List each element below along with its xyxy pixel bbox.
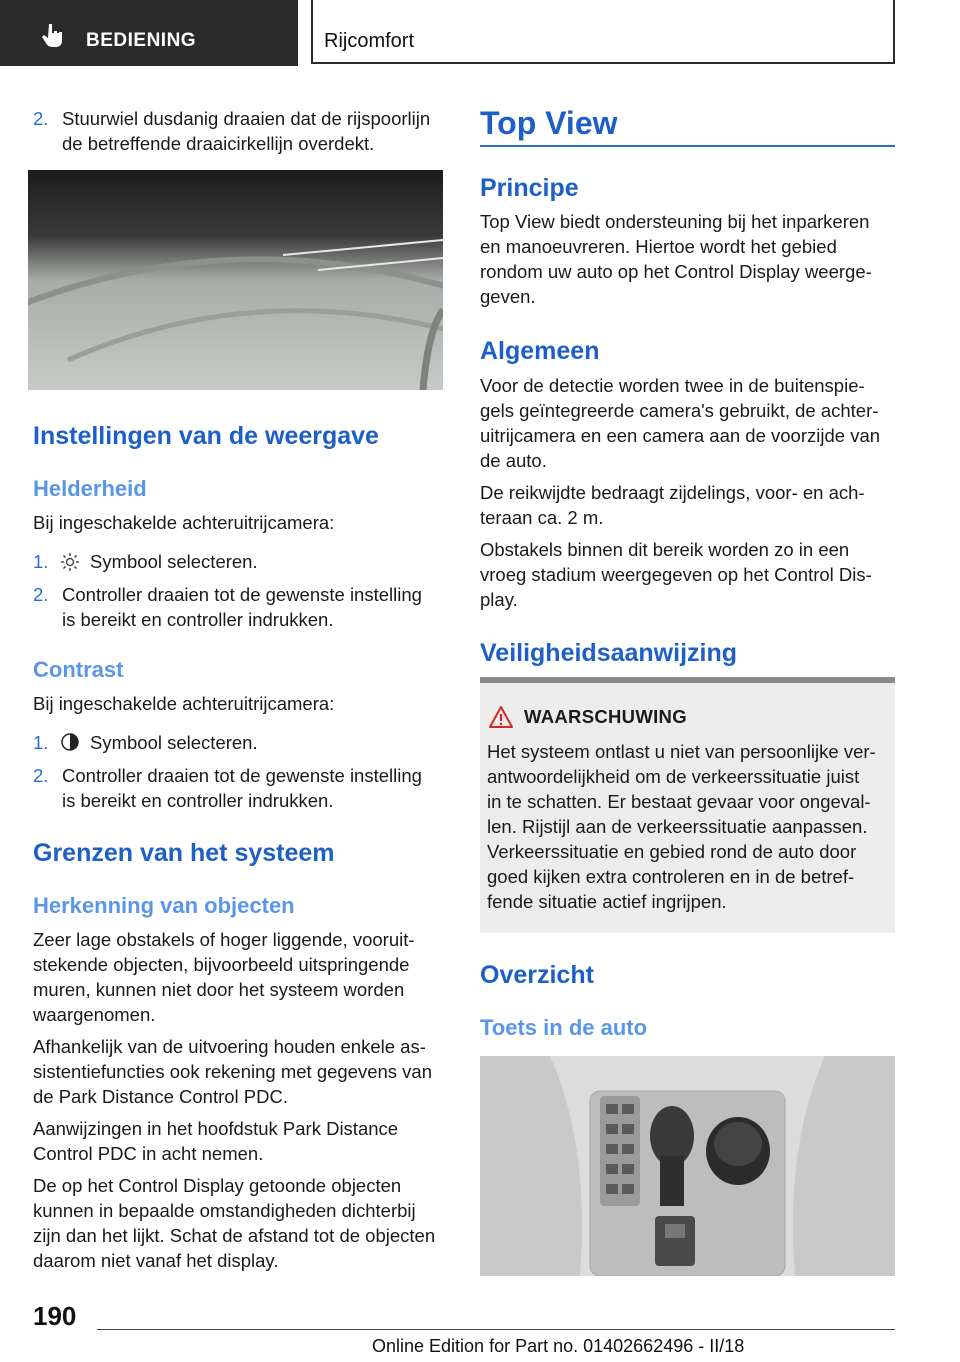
paragraph-line: De reikwijdte bedraagt zijdelings, voor- en ach- xyxy=(480,482,865,503)
warning-line: goed kijken extra controleren en in de betref- xyxy=(487,866,855,887)
subheading-principe: Principe xyxy=(480,174,579,202)
warning-line: fende situatie actief ingrijpen. xyxy=(487,891,727,912)
paragraph-line: uitrijcamera en een camera aan de voorzijde van xyxy=(480,425,881,446)
section-heading-overzicht: Overzicht xyxy=(480,961,594,989)
page-number: 190 xyxy=(33,1301,77,1331)
subheading-helderheid: Helderheid xyxy=(33,476,147,501)
paragraph-line: gels geïntegreerde camera's gebruikt, de achter- xyxy=(480,400,879,421)
subheading-algemeen: Algemeen xyxy=(480,337,600,365)
rear-camera-display-image xyxy=(28,170,443,390)
paragraph-line: daarom niet vanaf het display. xyxy=(33,1250,279,1271)
brightness-icon xyxy=(60,552,80,572)
paragraph-line: play. xyxy=(480,589,518,610)
step-number: 1. xyxy=(33,732,49,753)
section-heading-grenzen: Grenzen van het systeem xyxy=(33,839,335,867)
step-text-line: is bereikt en controller indrukken. xyxy=(62,609,334,630)
paragraph-line: Top View biedt ondersteuning bij het inparkeren xyxy=(480,211,870,232)
paragraph-line: Voor de detectie worden twee in de buitenspie- xyxy=(480,375,865,396)
paragraph-line: Zeer lage obstakels of hoger liggende, vooruit- xyxy=(33,929,415,950)
paragraph-line: en manoeuvreren. Hiertoe wordt het gebied xyxy=(480,236,837,257)
paragraph-line: waargenomen. xyxy=(33,1004,156,1025)
step-text-line: Stuurwiel dusdanig draaien dat de rijspoorlijn xyxy=(62,108,431,129)
paragraph-line: kunnen in bepaalde omstandigheden dichterbij xyxy=(33,1200,416,1221)
step-number: 2. xyxy=(33,584,49,605)
warning-line: Het systeem ontlast u niet van persoonlijke ver- xyxy=(487,741,876,762)
paragraph-line: sistentiefuncties ook rekening met gegevens van xyxy=(33,1061,433,1082)
warning-title: WAARSCHUWING xyxy=(524,706,687,727)
paragraph-line: geven. xyxy=(480,286,536,307)
step-text-line: is bereikt en controller indrukken. xyxy=(62,790,334,811)
step-text-line: Symbool selecteren. xyxy=(90,551,258,572)
section-heading-veiligheid: Veiligheidsaanwijzing xyxy=(480,639,738,667)
warning-line: Verkeerssituatie en gebied rond de auto door xyxy=(487,841,857,862)
center-console-image xyxy=(480,1056,895,1276)
paragraph-line: De op het Control Display getoonde objecten xyxy=(33,1175,402,1196)
paragraph-line: Obstakels binnen dit bereik worden zo in een xyxy=(480,539,850,560)
header-section-label: BEDIENING xyxy=(86,30,197,51)
paragraph-line: muren, kunnen niet door het systeem worden xyxy=(33,979,405,1000)
section-heading-weergave: Instellingen van de weergave xyxy=(33,422,379,450)
subheading-toets: Toets in de auto xyxy=(480,1015,648,1040)
warning-triangle-icon xyxy=(488,705,514,729)
paragraph: Bij ingeschakelde achteruitrijcamera: xyxy=(33,512,335,533)
warning-line: in te schatten. Er bestaat gevaar voor ongeval- xyxy=(487,791,871,812)
paragraph-line: Afhankelijk van de uitvoering houden enkele as- xyxy=(33,1036,426,1057)
paragraph-line: vroeg stadium weergegeven op het Control Dis- xyxy=(480,564,872,585)
paragraph-line: teraan ca. 2 m. xyxy=(480,507,604,528)
step-text-line: Controller draaien tot de gewenste instelling xyxy=(62,584,422,605)
step-text-line: de betreffende draaicirkellijn overdekt. xyxy=(62,133,375,154)
step-number: 2. xyxy=(33,765,49,786)
paragraph: Bij ingeschakelde achteruitrijcamera: xyxy=(33,693,335,714)
paragraph-line: de auto. xyxy=(480,450,547,471)
paragraph-line: zijn dan het lijkt. Schat de afstand tot de objecten xyxy=(33,1225,436,1246)
step-text-line: Symbool selecteren. xyxy=(90,732,258,753)
title-rule xyxy=(480,145,895,147)
paragraph-line: Control PDC in acht nemen. xyxy=(33,1143,264,1164)
contrast-icon xyxy=(60,732,80,752)
subheading-contrast: Contrast xyxy=(33,657,124,682)
subheading-herkenning: Herkenning van objecten xyxy=(33,893,295,918)
paragraph-line: stekende objecten, bijvoorbeeld uitspringende xyxy=(33,954,410,975)
step-number: 2. xyxy=(33,108,49,129)
warning-line: len. Rijstijl aan de verkeerssituatie aanpassen. xyxy=(487,816,868,837)
paragraph-line: de Park Distance Control PDC. xyxy=(33,1086,288,1107)
step-text-line: Controller draaien tot de gewenste instelling xyxy=(62,765,422,786)
step-number: 1. xyxy=(33,551,49,572)
hand-pointer-icon xyxy=(40,22,66,48)
header-title: Rijcomfort xyxy=(324,30,415,52)
warning-line: antwoordelijkheid om de verkeerssituatie juist xyxy=(487,766,860,787)
paragraph-line: Aanwijzingen in het hoofdstuk Park Distance xyxy=(33,1118,399,1139)
paragraph-line: rondom uw auto op het Control Display weerge- xyxy=(480,261,872,282)
footer-rule xyxy=(97,1329,895,1330)
footer-edition: Online Edition for Part no. 01402662496 - II/18 xyxy=(372,1336,745,1356)
chapter-title: Top View xyxy=(480,105,618,141)
